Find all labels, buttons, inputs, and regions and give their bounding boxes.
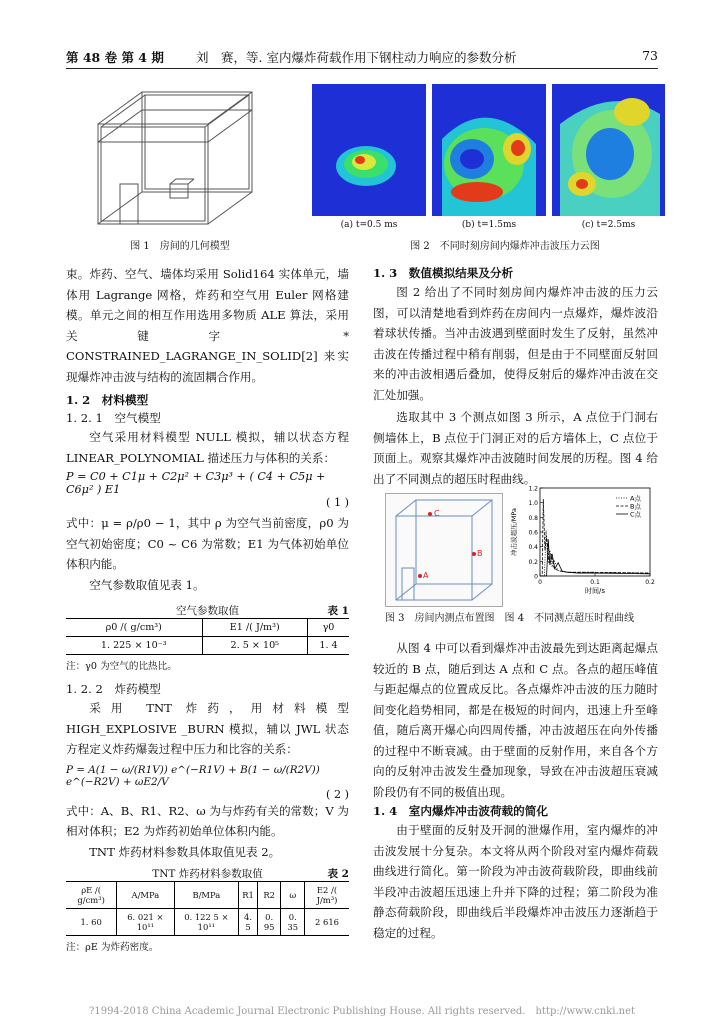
table-2-header: R1 <box>239 882 258 909</box>
table-1-header: E1 /( J/m³) <box>202 619 307 637</box>
right-column-bottom <box>373 638 658 943</box>
table-2-cell: 4. 5 <box>239 909 258 936</box>
left-paragraph-5: 采用 TNT 炸药，用材料模型 HIGH_EXPLOSIVE _BURN 模拟，辅以 JWL 状态方程定义炸药爆轰过程中压力和比容的关系： <box>66 701 349 756</box>
equation-2-number: ( 2 ) <box>326 787 349 801</box>
journal-volume: 第 48 卷 第 4 期 <box>66 50 164 65</box>
y-tick-label: 1.2 <box>528 485 538 493</box>
panel-b-label: (b) t=1.5ms <box>461 220 517 230</box>
running-header <box>66 48 658 69</box>
table-2 <box>66 866 349 953</box>
table-2-title-row <box>66 866 349 881</box>
series-line-1 <box>540 531 650 576</box>
table-1-title-row <box>66 603 349 618</box>
table-1-grid <box>66 618 349 655</box>
equation-1: P = C0 + C1μ + C2μ² + C3μ³ + ( C4 + C5μ + C6μ² ) E1 <box>66 470 326 496</box>
table-2-header: A/MPa <box>117 882 174 909</box>
right-paragraph-3: 从图 4 中可以看到爆炸冲击波最先到达距离起爆点较近的 B 点，随后到达 A 点和 C 点。各点的超压峰值与距起爆点的位置成反比。各点爆炸冲击波的压力随时间变化趋势相同，都是在极短的时间内，迅速上升至峰值，随后离开爆心向四周传播，冲击波超压在向外传播的过程中不断衰减。由于壁面的反射作用，来自各个方向的反射冲击波发生叠加现象，导致在冲击波超压衰减阶段仍有不同的极值出现。 <box>373 641 658 799</box>
contour-panels-image <box>312 84 665 219</box>
left-paragraph-6: 式中：A、B、R1、R2、ω 为与炸药有关的常数；V 为相对体积；E2 为炸药初始单位体积内能。 <box>66 803 349 838</box>
header-authors-title <box>196 48 516 66</box>
y-tick-label: 0.2 <box>528 558 538 566</box>
table-1-cell: 1. 225 × 10⁻³ <box>100 640 167 651</box>
table-2-cell: 0. 95 <box>257 909 281 936</box>
y-tick-label: 0.4 <box>528 544 538 552</box>
table-1-number: 表 1 <box>327 605 349 617</box>
measuring-points-image <box>386 494 502 606</box>
page-number: 73 <box>642 48 658 63</box>
legend-label: C点 <box>630 510 642 519</box>
table-2-header: R2 <box>257 882 281 909</box>
y-tick-label: 0 <box>534 573 538 581</box>
table-2-cell: 6. 021 × 10¹¹ <box>117 909 174 936</box>
y-tick-label: 0.8 <box>528 514 538 522</box>
table-2-cell: 1. 60 <box>80 917 102 927</box>
y-tick-label: 1.0 <box>528 500 538 508</box>
section-1-2-heading: 1. 2 材料模型 <box>66 393 149 407</box>
table-2-header: ω <box>281 882 305 909</box>
right-paragraph-4: 由于壁面的反射及开洞的泄爆作用，室内爆炸的冲击波发展十分复杂。本文将从两个阶段对室内爆炸荷载曲线进行简化。第一阶段为冲击波荷载阶段，即曲线前半段冲击波超压迅速上升并下降的过程；第二阶段为准静态荷载阶段，即曲线后半段爆炸冲击波压力逐渐趋于稳定的过程。 <box>373 823 658 940</box>
table-2-header: ρE /( g/cm³) <box>77 885 105 905</box>
left-paragraph-4: 空气参数取值见表 1。 <box>89 577 205 592</box>
table-1-note: 注：γ0 为空气的比热比。 <box>66 661 177 672</box>
table-1-cell: 1. 4 <box>308 637 349 655</box>
figure-4-overpressure-chart <box>506 482 660 604</box>
y-axis-label: 冲击波超压/MPa <box>510 508 518 556</box>
table-1 <box>66 603 349 672</box>
panel-a-label: (a) t=0.5 ms <box>340 220 398 230</box>
x-axis-label: 时间/s <box>584 587 606 595</box>
figure-2-pressure-contours <box>312 84 665 232</box>
table-2-title: TNT 炸药材料参数取值 <box>152 868 263 880</box>
figure-1-caption: 图 1 房间的几何模型 <box>130 241 230 252</box>
figure-3-measuring-points <box>385 493 503 607</box>
point-a-label: A <box>423 571 429 580</box>
left-paragraph-3: 式中：μ = ρ/ρ0 − 1，其中 ρ 为空气当前密度，ρ0 为空气初始密度；C0 ~ C6 为常数；E1 为气体初始单位体积内能。 <box>66 516 349 571</box>
figure-2-caption: 图 2 不同时刻房间内爆炸冲击波压力云图 <box>410 241 600 252</box>
header-authors: 刘 赛，等. <box>196 50 263 65</box>
y-tick-label: 0.6 <box>528 529 538 537</box>
left-column <box>66 264 349 953</box>
table-2-cell: 0. 35 <box>281 909 305 936</box>
table-1-cell: 2. 5 × 10⁵ <box>202 637 307 655</box>
section-1-2-2-heading: 1. 2. 2 炸药模型 <box>66 682 161 696</box>
x-tick-label: 0.2 <box>645 579 655 586</box>
section-1-3-heading: 1. 3 数值模拟结果及分析 <box>373 266 514 280</box>
figure-1-room-model <box>80 84 270 234</box>
table-2-note: 注：ρE 为炸药密度。 <box>66 942 159 953</box>
right-paragraph-1: 图 2 给出了不同时刻房间内爆炸冲击波的压力云图，可以清楚地看到炸药在房间内一点爆炸，爆炸波沿着球状传播。当冲击波遇到壁面时发生了反射，虽然冲击波在传播过程中稍有削弱，但是由于不同壁面反射回来的冲击波相遇后叠加，使得反射后的爆炸冲击波在交汇处加强。 <box>373 285 658 402</box>
table-2-header: B/MPa <box>174 882 239 909</box>
point-c-label: C <box>434 509 440 518</box>
table-1-header: γ0 <box>308 619 349 637</box>
table-2-grid <box>66 881 349 936</box>
section-1-2-1-heading: 1. 2. 1 空气模型 <box>66 411 161 425</box>
left-paragraph-7: TNT 炸药材料参数具体取值见表 2。 <box>89 844 281 859</box>
copyright-footer: ?1994-2018 China Academic Journal Electronic Publishing House. All rights reserved. http://www.cnki.net <box>88 1006 635 1017</box>
table-1-title: 空气参数取值 <box>176 605 239 617</box>
right-column-top <box>373 264 658 489</box>
section-1-4-heading: 1. 4 室内爆炸冲击波荷载的简化 <box>373 804 548 818</box>
table-2-header: E2 /( J/m³) <box>305 882 350 909</box>
left-paragraph-1: 束。炸药、空气、墙体均采用 Solid164 实体单元，墙体用 Lagrange 网格，炸药和空气用 Euler 网格建模。单元之间的相互作用选用多物质 ALE 算法，采用关键字 * CONSTRAINED_LAGRANGE_IN_SOLID[2] 来实现爆炸冲击波与结构的流固耦合作用。 <box>66 267 349 384</box>
right-paragraph-2: 选取其中 3 个测点如图 3 所示，A 点位于门洞右侧墙体上，B 点位于门洞正对的后方墙体上，C 点位于顶面上。观察其爆炸冲击波随时间发展的历程。图 4 给出了不同测点的超压时程曲线。 <box>373 410 658 486</box>
legend-label: A点 <box>630 494 641 503</box>
x-tick-label: 0 <box>538 579 542 586</box>
table-1-header: ρ0 /( g/cm³) <box>105 622 162 633</box>
table-2-cell: 0. 122 5 × 10¹¹ <box>174 909 239 936</box>
header-title: 室内爆炸荷载作用下钢柱动力响应的参数分析 <box>266 50 517 65</box>
panel-c-label: (c) t=2.5ms <box>581 220 636 230</box>
equation-1-number: ( 1 ) <box>326 496 349 509</box>
x-tick-label: 0.1 <box>590 579 600 586</box>
figure-3-4-caption: 图 3 房间内测点布置图 图 4 不同测点超压时程曲线 <box>385 613 635 624</box>
left-paragraph-2: 空气采用材料模型 NULL 模拟，辅以状态方程 LINEAR_POLYNOMIAL 描述压力与体积的关系： <box>66 430 349 465</box>
series-line-3 <box>540 539 650 576</box>
table-2-number: 表 2 <box>327 868 349 880</box>
point-b-label: B <box>477 549 483 558</box>
table-2-cell: 2 616 <box>305 909 350 936</box>
overpressure-chart-svg <box>506 482 660 604</box>
legend-label: B点 <box>630 502 641 511</box>
equation-2: P = A(1 − ω/(R1V)) e^(−R1V) + B(1 − ω/(R2V)) e^(−R2V) + ωE2/V <box>66 763 320 788</box>
room-wireframe-image <box>80 84 270 234</box>
